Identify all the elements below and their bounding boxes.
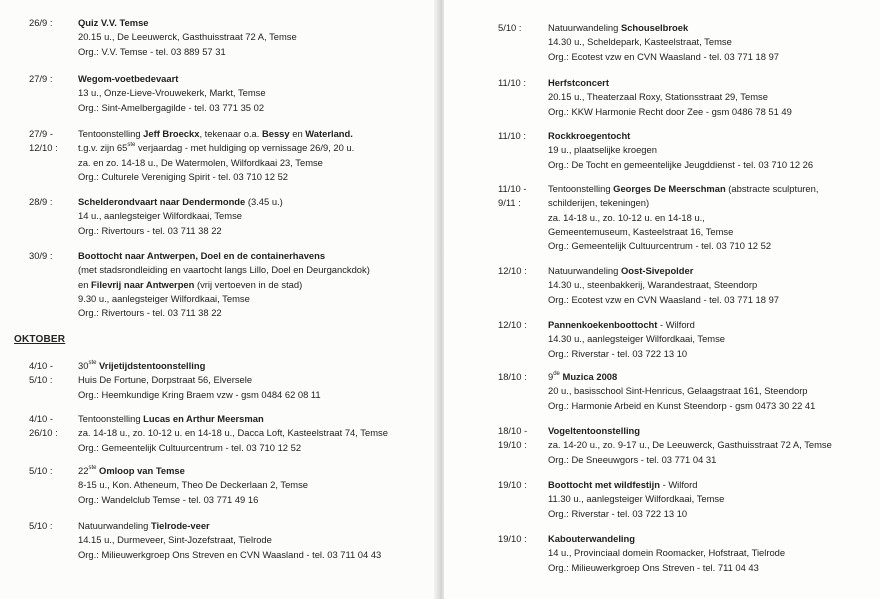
- event-title-line: [78, 195, 283, 209]
- event-name-text: Boottocht naar Antwerpen, Doel en de containerhavens: [78, 250, 326, 261]
- event-name-text: Vrijetijdstentoonstelling: [96, 360, 206, 371]
- event-text: Org.: KKW Harmonie Recht door Zee - gsm 0486 78 51 49: [548, 105, 792, 117]
- event-date: 19/10 :: [498, 479, 527, 490]
- event-text: (vrij vertoeven in de stad): [194, 278, 303, 290]
- event-text: 9: [548, 371, 554, 382]
- event-title-line: [548, 532, 635, 546]
- event-text: ste: [127, 142, 136, 149]
- event-date: 26/10 :: [29, 427, 58, 439]
- event-name-text: Boottocht met wildfestijn: [548, 479, 660, 490]
- event-title-line: [548, 424, 640, 438]
- event-text: 14.15 u., Durmeveer, Sint-Jozefstraat, Tielrode: [78, 534, 272, 546]
- event-date: 4/10 -: [29, 413, 53, 424]
- event-text: Org.: Riverstar - tel. 03 722 13 10: [548, 507, 688, 519]
- event-detail-line: [548, 211, 705, 225]
- event-date: 27/9 -: [29, 128, 53, 139]
- event-text: 14.30 u., aanlegsteiger Wilfordkaai, Temse: [548, 333, 726, 345]
- event-text: (abstracte sculpturen,: [725, 183, 819, 194]
- event-date: 28/9 :: [29, 196, 53, 207]
- event-detail-line: [548, 105, 792, 119]
- event-detail-line: [548, 158, 813, 172]
- event-date: 5/10 :: [29, 374, 53, 386]
- event-text: 9.30 u., aanlegsteiger Wilfordkaai, Temse: [78, 292, 250, 304]
- event-detail-line: [548, 90, 768, 104]
- event-text: Org.: Milieuwerkgroep Ons Streven en CVN Waasland - tel. 03 711 04 43: [78, 548, 382, 560]
- event-date: 5/10 :: [29, 520, 53, 531]
- event-date: 30/9 :: [29, 250, 53, 261]
- event-name-text: Pannenkoekenboottocht: [548, 319, 658, 330]
- event-text: Natuurwandeling: [78, 520, 151, 531]
- event-detail-line: [78, 292, 250, 306]
- event-text: Org.: V.V. Temse - tel. 03 889 57 31: [78, 45, 226, 57]
- event-date: 11/10 :: [498, 130, 526, 141]
- event-text: 30: [78, 360, 89, 371]
- event-text: 14 u., Provinciaal domein Roomacker, Hofstraat, Tielrode: [548, 547, 786, 559]
- event-title-line: [78, 359, 205, 373]
- event-detail-line: [78, 478, 308, 492]
- event-text: 20 u., basisschool Sint-Henricus, Gelaagstraat 161, Steendorp: [548, 385, 808, 397]
- event-detail-line: [78, 388, 321, 402]
- event-name-text: Waterland.: [305, 128, 353, 139]
- event-text: Org.: Heemkundige Kring Braem vzw - gsm 0484 62 08 11: [78, 388, 321, 400]
- event-text: en: [78, 278, 92, 290]
- event-title-line: [78, 16, 149, 30]
- event-text: Org.: Ecotest vzw en CVN Waasland - tel. 03 771 18 97: [548, 50, 780, 62]
- event-detail-line: [548, 239, 771, 253]
- event-text: Org.: De Tocht en gemeentelijke Jeugddienst - tel. 03 710 12 26: [548, 158, 814, 170]
- event-text: 14.30 u., steenbakkerij, Warandestraat, Steendorp: [548, 279, 758, 291]
- event-detail-line: [548, 225, 733, 239]
- event-title-line: [78, 519, 210, 533]
- event-text: za. 14-18 u., zo. 10-12 u. en 14-18 u.,: [548, 211, 705, 223]
- event-name-text: Bessy: [261, 128, 290, 139]
- event-text: 20.15 u., De Leeuwerck, Gasthuisstraat 72 A, Temse: [78, 31, 297, 43]
- event-detail-line: [78, 101, 264, 115]
- event-text: Tentoonstelling: [548, 183, 614, 194]
- event-date: 27/9 :: [29, 73, 53, 84]
- event-detail-line: [548, 278, 757, 292]
- event-name-text: Oost-Sivepolder: [620, 265, 694, 276]
- event-text: Org.: Ecotest vzw en CVN Waasland - tel. 03 771 18 97: [548, 293, 780, 305]
- event-text: schilderijen, tekeningen): [548, 197, 650, 209]
- event-detail-line: [548, 347, 687, 361]
- event-detail-line: [548, 143, 657, 157]
- event-name-text: Rockkroegentocht: [548, 130, 631, 141]
- event-detail-line: [78, 373, 252, 387]
- event-text: de: [553, 371, 560, 377]
- event-text: (met stadsrondleiding en vaartocht langs Lillo, Doel en Deurganckdok): [78, 264, 370, 276]
- event-date: 18/10 :: [498, 371, 527, 382]
- event-date: 12/10 :: [498, 265, 527, 276]
- event-text: 22: [78, 465, 89, 476]
- event-detail-line: [548, 293, 779, 307]
- event-title-line: [78, 127, 353, 141]
- event-text: en: [289, 128, 306, 139]
- event-text: 19 u., plaatselijke kroegen: [548, 144, 657, 156]
- event-date: 11/10 :: [498, 77, 526, 88]
- event-text: Natuurwandeling: [548, 22, 621, 33]
- event-detail-line: [78, 86, 266, 100]
- event-name-text: Omloop van Temse: [96, 465, 185, 476]
- event-name-text: Herfstconcert: [548, 77, 609, 88]
- event-detail-line: [548, 438, 832, 452]
- event-text: t.g.v. zijn 65: [78, 142, 128, 154]
- event-text: Tentoonstelling: [78, 128, 144, 139]
- event-date: 12/10 :: [498, 319, 527, 330]
- event-text: (3.45 u.): [245, 196, 283, 207]
- event-detail-line: [78, 493, 258, 507]
- event-date: 18/10 -: [498, 425, 528, 436]
- event-date: 19/10 :: [498, 439, 527, 451]
- event-detail-line: [548, 35, 732, 49]
- event-detail-line: [78, 441, 301, 455]
- event-date: 5/10 :: [29, 465, 53, 476]
- event-text: za. 14-20 u., zo. 9-17 u., De Leeuwerck, Gasthuisstraat 72 A, Temse: [548, 439, 832, 451]
- section-title-oktober: OKTOBER: [14, 334, 66, 345]
- event-detail-line: [78, 141, 354, 155]
- event-text: za. 14-18 u., zo. 10-12 u. en 14-18 u., Dacca Loft, Kasteelstraat 74, Temse: [78, 427, 388, 439]
- event-detail-line: [548, 196, 649, 210]
- event-detail-line: [78, 209, 242, 223]
- event-detail-line: [78, 426, 388, 440]
- event-detail-line: [78, 45, 226, 59]
- event-detail-line: [78, 278, 302, 292]
- event-text: 20.15 u., Theaterzaal Roxy, Stationsstraat 29, Temse: [548, 91, 768, 103]
- event-title-line: [548, 478, 697, 492]
- event-detail-line: [548, 561, 759, 575]
- event-name-text: Quiz V.V. Temse: [78, 17, 149, 28]
- event-text: Org.: Riverstar - tel. 03 722 13 10: [548, 347, 688, 359]
- event-text: verjaardag - met huldiging op vernissage 26/9, 20 u.: [135, 142, 355, 154]
- event-text: 11.30 u., aanlegsteiger Wilfordkaai, Temse: [548, 493, 725, 505]
- event-text: - Wilford: [659, 479, 698, 490]
- event-title-line: [548, 318, 695, 332]
- event-detail-line: [548, 507, 687, 521]
- event-detail-line: [548, 399, 815, 413]
- event-title-line: [548, 370, 617, 384]
- event-detail-line: [548, 332, 725, 346]
- event-text: 13 u., Onze-Lieve-Vrouwekerk, Markt, Temse: [78, 87, 266, 99]
- event-date: 9/11 :: [498, 197, 521, 209]
- event-name-text: Muzica 2008: [559, 371, 618, 382]
- event-text: Org.: Harmonie Arbeid en Kunst Steendorp - gsm 0473 30 22 41: [548, 399, 816, 411]
- event-text: Org.: Wandelclub Temse - tel. 03 771 49 16: [78, 493, 259, 505]
- event-text: Org.: Rivertours - tel. 03 711 38 22: [78, 307, 222, 319]
- event-date: 4/10 -: [29, 360, 53, 371]
- event-text: ste: [88, 465, 97, 471]
- event-title-line: [548, 129, 630, 143]
- event-name-text: Wegom-voetbedevaart: [78, 73, 179, 84]
- event-detail-line: [548, 492, 724, 506]
- event-name-text: Tielrode-veer: [150, 520, 210, 531]
- event-text: 14 u., aanlegsteiger Wilfordkaai, Temse: [78, 210, 242, 222]
- event-detail-line: [78, 30, 297, 44]
- event-detail-line: [548, 453, 716, 467]
- event-title-line: [548, 264, 693, 278]
- event-text: Org.: Sint-Amelbergagilde - tel. 03 771 35 02: [78, 101, 265, 113]
- event-title-line: [78, 249, 325, 263]
- event-text: Org.: Gemeentelijk Cultuurcentrum - tel. 03 710 12 52: [548, 240, 772, 252]
- event-title-line: [78, 412, 264, 426]
- event-date: 12/10 :: [29, 142, 58, 154]
- event-date: 26/9 :: [29, 17, 53, 28]
- event-text: Org.: Rivertours - tel. 03 711 38 22: [78, 224, 222, 236]
- right-page: [444, 0, 880, 599]
- event-name-text: Schouselbroek: [620, 22, 689, 33]
- event-text: Gemeentemuseum, Kasteelstraat 16, Temse: [548, 225, 734, 237]
- event-text: Org.: Milieuwerkgroep Ons Streven - tel. 711 04 43: [548, 561, 759, 573]
- event-text: Tentoonstelling: [78, 413, 144, 424]
- event-title-line: [78, 72, 178, 86]
- event-detail-line: [78, 263, 370, 277]
- event-name-text: Kabouterwandeling: [548, 533, 635, 544]
- event-text: 14.30 u., Scheldepark, Kasteelstraat, Temse: [548, 36, 732, 48]
- event-name-text: Lucas en Arthur Meersman: [143, 413, 264, 424]
- event-detail-line: [548, 546, 785, 560]
- event-name-text: Jeff Broeckx: [143, 128, 200, 139]
- event-detail-line: [78, 156, 323, 170]
- event-detail-line: [78, 306, 222, 320]
- event-name-text: Filevrij naar Antwerpen: [91, 278, 195, 290]
- event-text: za. en zo. 14-18 u., De Watermolen, Wilfordkaai 23, Temse: [78, 156, 323, 168]
- event-text: Org.: De Sneeuwgors - tel. 03 771 04 31: [548, 453, 717, 465]
- event-text: Natuurwandeling: [548, 265, 621, 276]
- event-detail-line: [548, 50, 779, 64]
- event-name-text: Georges De Meerschman: [613, 183, 726, 194]
- event-title-line: [78, 464, 185, 478]
- event-date: 5/10 :: [498, 22, 522, 33]
- event-name-text: Vogeltentoonstelling: [548, 425, 641, 436]
- event-text: , tekenaar o.a.: [199, 128, 262, 139]
- event-date: 19/10 :: [498, 533, 527, 544]
- event-detail-line: [78, 533, 272, 547]
- event-detail-line: [78, 548, 381, 562]
- event-detail-line: [78, 224, 222, 238]
- event-title-line: [548, 76, 609, 90]
- event-text: Huis De Fortune, Dorpstraat 56, Elversele: [78, 374, 253, 386]
- event-title-line: [548, 182, 818, 196]
- event-text: ste: [88, 360, 97, 366]
- event-text: Org.: Gemeentelijk Cultuurcentrum - tel. 03 710 12 52: [78, 441, 302, 453]
- event-text: - Wilford: [657, 319, 695, 330]
- event-date: 11/10 -: [498, 183, 527, 194]
- event-detail-line: [78, 170, 288, 184]
- event-name-text: Schelderondvaart naar Dendermonde: [78, 196, 246, 207]
- event-text: Org.: Culturele Vereniging Spirit - tel. 03 710 12 52: [78, 170, 289, 182]
- event-title-line: [548, 21, 688, 35]
- event-detail-line: [548, 384, 808, 398]
- event-text: 8-15 u., Kon. Atheneum, Theo De Deckerlaan 2, Temse: [78, 479, 308, 491]
